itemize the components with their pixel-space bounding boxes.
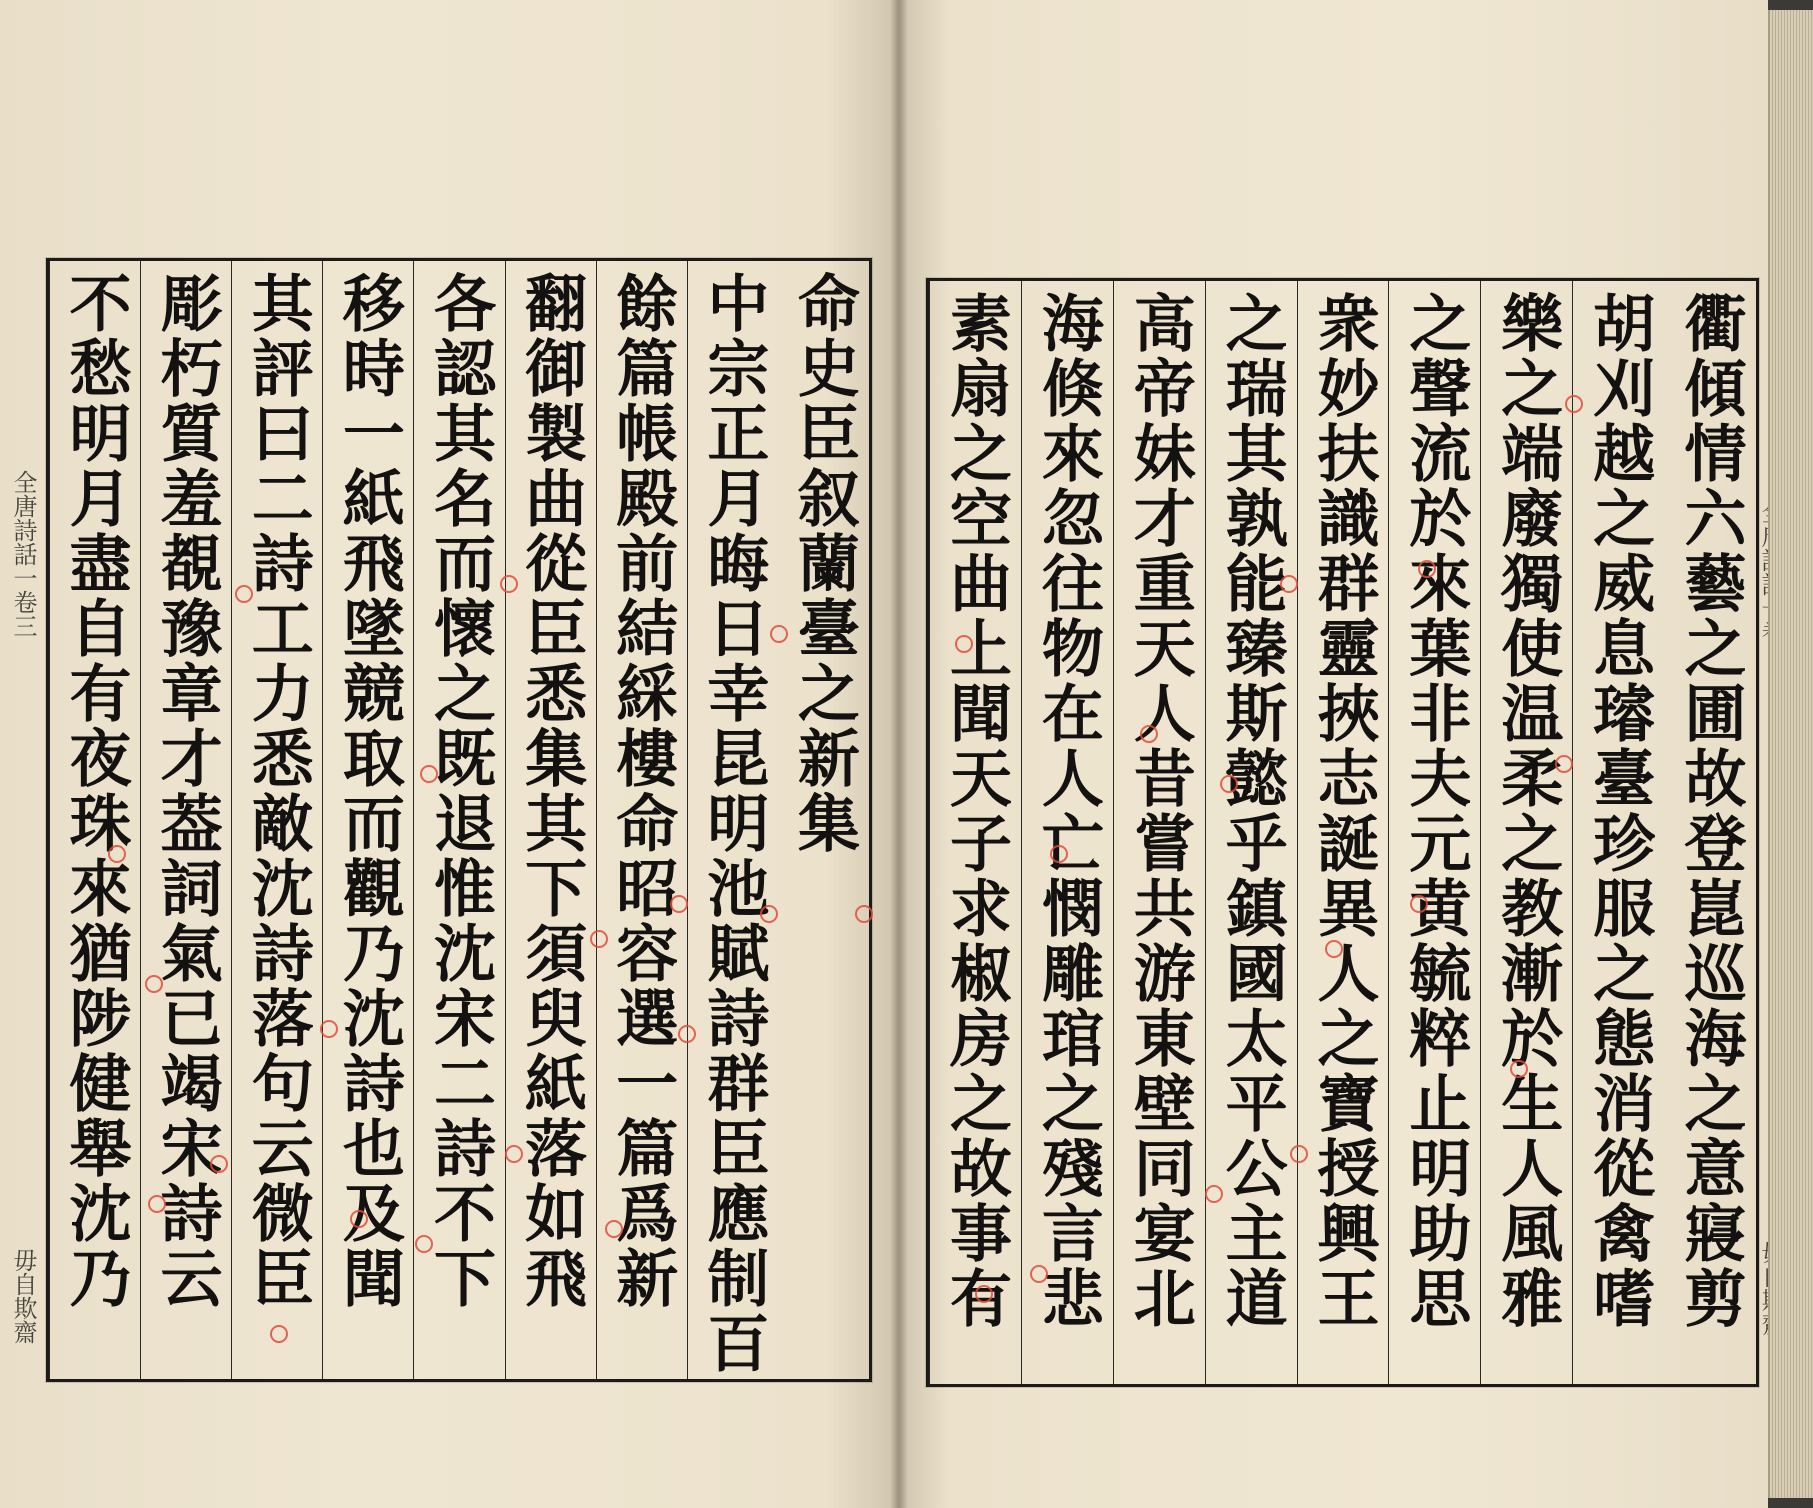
left-text-frame — [46, 258, 872, 1382]
punctuation-mark — [605, 1220, 623, 1238]
punctuation-mark — [320, 1020, 338, 1038]
left-page-column — [505, 261, 596, 1379]
left-page-column — [778, 261, 869, 1379]
punctuation-mark — [1555, 755, 1573, 773]
punctuation-mark — [670, 895, 688, 913]
left-page-column — [687, 261, 778, 1379]
punctuation-mark — [590, 930, 608, 948]
right-page-column — [1297, 281, 1389, 1384]
punctuation-mark — [1325, 940, 1343, 958]
punctuation-mark — [1418, 560, 1436, 578]
punctuation-mark — [505, 1145, 523, 1163]
punctuation-mark — [500, 575, 518, 593]
punctuation-mark — [1205, 1185, 1223, 1203]
right-page-column — [1388, 281, 1480, 1384]
bleed-through-seal-left — [610, 90, 667, 130]
right-page-column-text: 胡刈越之威息璿臺珍服之態消從禽嗜 — [1582, 291, 1656, 1331]
left-page-column-text: 彫朽質羞覩豫章才葢詞氣已竭宋詩云 — [150, 271, 224, 1311]
right-page-column-text: 衢傾情六藝之圃故登崑巡海之意寢剪 — [1674, 291, 1748, 1331]
left-page-column — [322, 261, 413, 1379]
left-page-column — [413, 261, 504, 1379]
left-page-column — [49, 261, 140, 1379]
punctuation-mark — [770, 625, 788, 643]
punctuation-mark — [1290, 1145, 1308, 1163]
right-page-column-text: 高帝妹才重天人昔嘗共游東壁同宴北 — [1123, 291, 1197, 1331]
punctuation-mark — [1510, 1060, 1528, 1078]
punctuation-mark — [420, 765, 438, 783]
right-page-column — [1021, 281, 1113, 1384]
punctuation-mark — [1280, 575, 1298, 593]
right-page-column-text: 衆妙扶識群靈挾志誕異人之寶授興王 — [1306, 291, 1380, 1331]
right-page-column — [1113, 281, 1205, 1384]
right-page-column — [1205, 281, 1297, 1384]
punctuation-mark — [1565, 395, 1583, 413]
right-page-column — [1480, 281, 1572, 1384]
left-page-column-text: 餘篇帳殿前結綵樓命昭容選一篇爲新 — [605, 271, 679, 1311]
book-gutter — [890, 0, 908, 1508]
left-page-column-text: 翻御製曲從臣悉集其下須臾紙落如飛 — [514, 271, 588, 1311]
punctuation-mark — [678, 1025, 696, 1043]
punctuation-mark — [975, 1285, 993, 1303]
punctuation-mark — [1030, 1265, 1048, 1283]
left-margin-footer: 毋自欺齋 — [9, 1248, 37, 1344]
punctuation-mark — [108, 845, 126, 863]
left-margin-title: 全唐詩話一卷三 — [9, 470, 37, 638]
punctuation-mark — [955, 635, 973, 653]
punctuation-mark — [270, 1325, 288, 1343]
punctuation-mark — [1410, 895, 1428, 913]
punctuation-mark — [210, 1155, 228, 1173]
left-page-column-text: 不愁明月盡自有夜珠來猶陟健舉沈乃 — [59, 271, 133, 1311]
punctuation-mark — [235, 585, 253, 603]
left-page-column-text: 移時一紙飛墜競取而觀乃沈詩也及聞 — [332, 271, 406, 1311]
right-text-frame — [926, 278, 1759, 1387]
page-edges — [1768, 10, 1813, 1498]
left-page-column — [231, 261, 322, 1379]
punctuation-mark — [415, 1235, 433, 1253]
right-page-column — [929, 281, 1021, 1384]
left-page-column-text: 命史臣叙蘭臺之新集 — [787, 271, 861, 856]
right-page-column — [1572, 281, 1664, 1384]
right-page-column-text: 之瑞其孰能臻斯懿乎鎮國太平公主道 — [1215, 291, 1289, 1331]
left-page-column — [596, 261, 687, 1379]
punctuation-mark — [1220, 775, 1238, 793]
right-page-column-text: 海倏來忽往物在人亡憫雕琯之殘言悲 — [1031, 291, 1105, 1331]
left-page — [0, 0, 898, 1508]
punctuation-mark — [350, 1210, 368, 1228]
right-page-column — [1664, 281, 1756, 1384]
punctuation-mark — [760, 905, 778, 923]
punctuation-mark — [1140, 725, 1158, 743]
punctuation-mark — [855, 905, 873, 923]
left-page-column-text: 中宗正月晦日幸昆明池賦詩群臣應制百 — [696, 271, 770, 1376]
right-page-column-text: 素扇之空曲上聞天子求椒房之故事有 — [939, 291, 1013, 1331]
punctuation-mark — [145, 975, 163, 993]
left-page-column-text: 其評曰二詩工力悉敵沈詩落句云微臣 — [241, 271, 315, 1311]
right-page-column-text: 之聲流於來葉非夫元黄毓粹止明助思 — [1398, 291, 1472, 1331]
left-page-column-text: 各認其名而懷之既退惟沈宋二詩不下 — [423, 271, 497, 1311]
right-page-column-text: 樂之端廢獨使温柔之教漸於生人風雅 — [1490, 291, 1564, 1331]
punctuation-mark — [148, 1195, 166, 1213]
punctuation-mark — [1050, 845, 1068, 863]
